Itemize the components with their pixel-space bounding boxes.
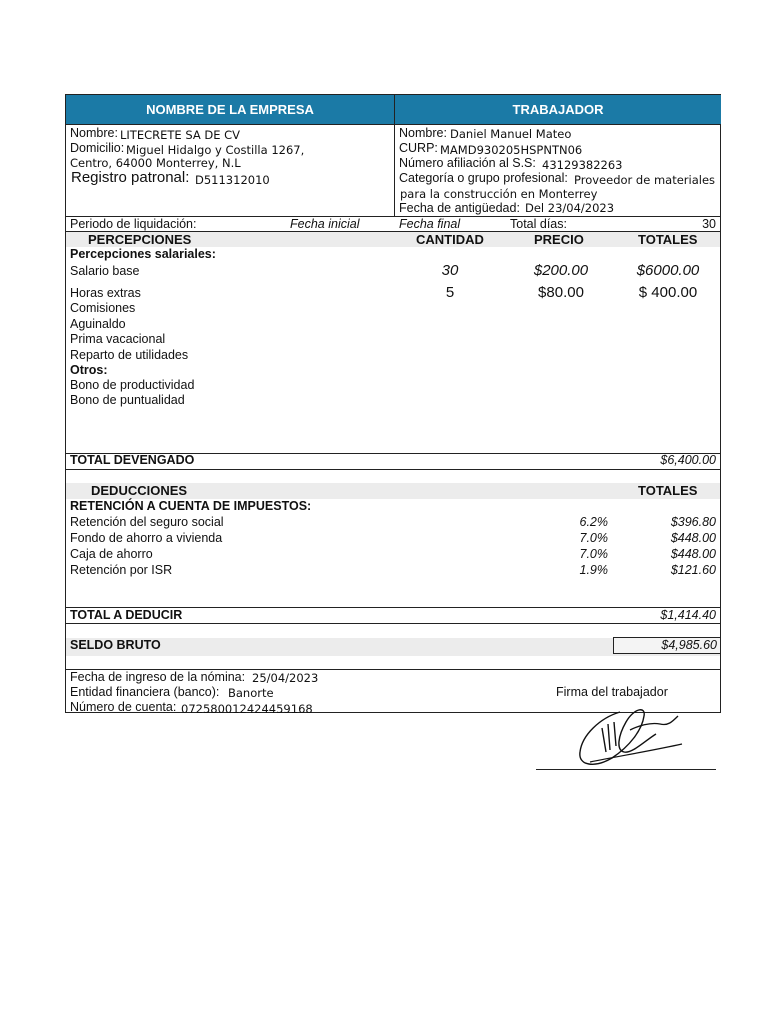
base-salary-price: $200.00 [533,262,589,279]
end-date-label: Fecha final [399,217,461,231]
signature-line [536,769,716,770]
total-deductions-value: $1,414.40 [660,608,716,622]
divider [66,469,720,470]
employer-registry-label: Registro patronal: [71,169,190,186]
deduction-row-value: $448.00 [670,547,716,561]
overtime-label: Horas extras [70,286,141,300]
account-number: 072580012424459168 [181,702,313,716]
deduction-row-pct: 1.9% [579,563,608,577]
deduction-row-pct: 7.0% [579,547,608,561]
worker-name-label: Nombre: [399,126,447,140]
company-name: LITECRETE SA DE CV [120,128,241,142]
base-salary-qty: 30 [441,262,459,279]
ss-number-label: Número afiliación al S.S: [399,156,536,170]
ss-number: 43129382263 [542,158,623,172]
worker-name: Daniel Manuel Mateo [450,127,572,141]
col-totales: TOTALES [638,232,698,247]
curp-value: MAMD930205HSPNTN06 [440,143,583,157]
deduction-row-value: $121.60 [670,563,716,577]
worker-signature-label: Firma del trabajador [556,685,668,699]
total-deductions-label: TOTAL A DEDUCIR [70,608,183,622]
tax-withholding-label: RETENCIÓN A CUENTA DE IMPUESTOS: [70,499,312,513]
deduction-row-label: Caja de ahorro [70,547,153,561]
period-label: Periodo de liquidación: [70,217,197,231]
seniority-date: Del 23/04/2023 [525,201,615,215]
overtime-total: $ 400.00 [638,284,698,301]
total-days-label: Total días: [510,217,567,231]
seniority-label: Fecha de antigüedad: [399,201,520,215]
base-salary-total: $6000.00 [636,262,700,279]
payroll-date-label: Fecha de ingreso de la nómina: [70,670,246,684]
overtime-qty: 5 [445,284,455,301]
vacation-premium-label: Prima vacacional [70,332,166,346]
category-line1: Proveedor de materiales [574,173,716,187]
col-cantidad: CANTIDAD [416,232,484,247]
header-divider [394,95,395,216]
payroll-receipt [65,94,721,716]
category-line2: para la construcción en Monterrey [400,187,598,201]
company-address-label: Domicilio: [70,141,125,155]
gross-balance-label: SELDO BRUTO [70,638,161,652]
company-address-line1: Miguel Hidalgo y Costilla 1267, [126,143,305,157]
payroll-date: 25/04/2023 [252,671,319,685]
divider [66,124,720,125]
signature-image [560,700,700,775]
others-label: Otros: [70,363,108,377]
deduction-row-value: $396.80 [670,515,716,529]
divider [66,623,720,624]
deductions-title: DEDUCCIONES [91,483,188,498]
christmas-bonus-label: Aguinaldo [70,317,126,331]
bank-name: Banorte [228,686,274,700]
employer-registry: D511312010 [195,173,270,187]
overtime-price: $80.00 [538,284,584,301]
productivity-bonus-label: Bono de productividad [70,378,195,392]
salary-perceptions-label: Percepciones salariales: [70,247,216,261]
category-label: Categoría o grupo profesional: [399,171,568,185]
deduction-row-pct: 6.2% [579,515,608,529]
account-label: Número de cuenta: [70,700,177,714]
total-days-value: 30 [702,217,716,231]
company-name-label: Nombre: [70,126,118,140]
deduction-row-pct: 7.0% [579,531,608,545]
total-earned-value: $6,400.00 [660,453,716,467]
company-address-line2: Centro, 64000 Monterrey, N.L [70,156,241,170]
bank-label: Entidad financiera (banco): [70,685,220,699]
worker-header: TRABAJADOR [395,95,721,124]
deduction-row-label: Retención por ISR [70,563,173,577]
curp-label: CURP: [399,141,438,155]
deductions-col-totales: TOTALES [638,483,698,498]
profit-sharing-label: Reparto de utilidades [70,348,189,362]
deduction-row-label: Fondo de ahorro a vivienda [70,531,223,545]
deduction-row-label: Retención del seguro social [70,515,224,529]
start-date-label: Fecha inicial [290,217,360,231]
deduction-row-value: $448.00 [670,531,716,545]
gross-balance-value: $4,985.60 [613,637,721,654]
commissions-label: Comisiones [70,301,136,315]
base-salary-label: Salario base [70,264,140,278]
punctuality-bonus-label: Bono de puntualidad [70,393,185,407]
total-earned-label: TOTAL DEVENGADO [70,453,195,467]
percepciones-title: PERCEPCIONES [88,232,192,247]
company-header: NOMBRE DE LA EMPRESA [66,95,394,124]
col-precio: PRECIO [534,232,584,247]
